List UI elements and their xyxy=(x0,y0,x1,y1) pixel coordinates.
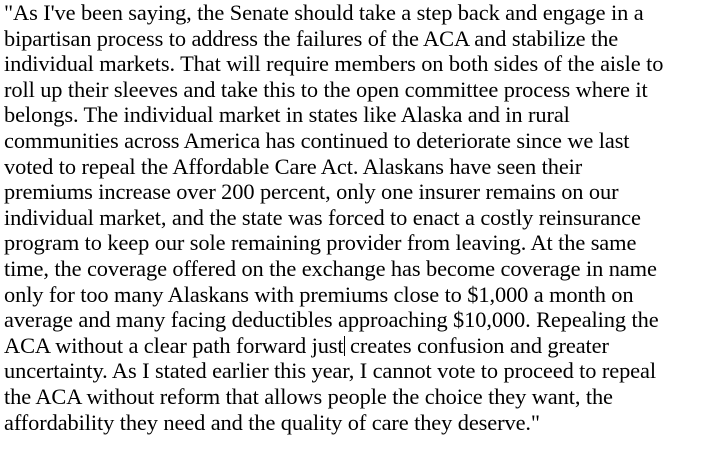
text-line-1: "As I've been saying, the Senate should take a step back and engage in a xyxy=(4,0,644,25)
text-line-13: average and many facing deductibles approaching $10,000. Repealing the xyxy=(4,307,659,333)
text-line-12: only for too many Alaskans with premiums close to $1,000 a month on xyxy=(4,281,634,307)
text-line-3: individual markets. That will require members on both sides of the aisle to xyxy=(4,51,664,77)
text-line-16: the ACA without reform that allows people the choice they want, the xyxy=(4,383,613,409)
text-line-8: premiums increase over 200 percent, only one insurer remains on our xyxy=(4,179,619,205)
text-line-14-after-caret: creates confusion and greater xyxy=(344,332,609,358)
text-line-7: voted to repeal the Affordable Care Act. Alaskans have seen their xyxy=(4,153,583,179)
text-line-2: bipartisan process to address the failures of the ACA and stabilize the xyxy=(4,25,619,51)
text-line-9: individual market, and the state was forced to enact a costly reinsurance xyxy=(4,204,641,230)
document-body[interactable] xyxy=(4,0,720,435)
text-line-5: belongs. The individual market in states like Alaska and in rural xyxy=(4,102,570,128)
text-line-6: communities across America has continued to deteriorate since we last xyxy=(4,127,630,153)
text-line-11: time, the coverage offered on the exchange has become coverage in name xyxy=(4,255,657,281)
text-line-10: program to keep our sole remaining provider from leaving. At the same xyxy=(4,230,637,256)
text-line-4: roll up their sleeves and take this to the open committee process where it xyxy=(4,76,648,102)
text-line-17: affordability they need and the quality of care they deserve." xyxy=(4,409,540,435)
text-line-14 xyxy=(4,333,720,359)
text-line-14-before-caret: ACA without a clear path forward just xyxy=(4,332,344,358)
text-line-15: uncertainty. As I stated earlier this year, I cannot vote to proceed to repeal xyxy=(4,358,656,384)
